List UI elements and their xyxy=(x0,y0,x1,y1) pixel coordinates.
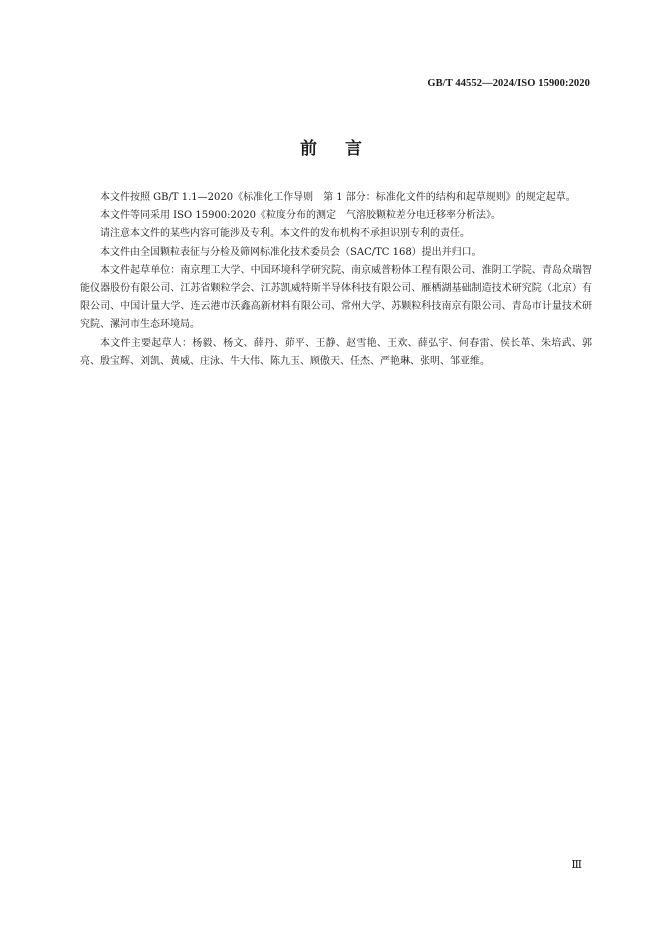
page-title: 前言 xyxy=(300,139,390,159)
paragraph-proposing-committee: 本文件由全国颗粒表征与分检及筛网标准化技术委员会（SAC/TC 168）提出并归口。 xyxy=(100,246,482,258)
page-number: Ⅲ xyxy=(571,859,582,871)
foreword-body xyxy=(80,189,592,371)
paragraph-equivalent-adoption: 本文件等同采用 ISO 15900:2020《粒度分布的测定 气溶胶颗粒差分电迁移率分析法》。 xyxy=(100,210,501,222)
standard-code-header: GB/T 44552—2024/ISO 15900:2020 xyxy=(427,78,590,89)
paragraph-drafting-rules: 本文件按照 GB/T 1.1—2020《标准化工作导则 第 1 部分：标准化文件的结构和起草规则》的规定起草。 xyxy=(100,192,576,203)
paragraph-main-drafters: 本文件主要起草人：杨毅、杨文、薛丹、茆平、王静、赵雪艳、王欢、薛弘宇、何春雷、侯长革、朱培武、郭亮、殷宝辉、刘凯、黄威、庄泳、牛大伟、陈九玉、顾傲天、任杰、严艳琳、张明、邹亚维。 xyxy=(80,337,592,367)
paragraph-drafting-units: 本文件起草单位：南京理工大学、中国环境科学研究院、南京威普粉体工程有限公司、淮阴工学院、青岛众瑞智能仪器股份有限公司、江苏省颗粒学会、江苏凯威特斯半导体科技有限公司、雁栖湖基础制造技术研究院（北京）有限公司、中国计量大学、连云港市沃鑫高新材料有限公司、常州大学、苏颗粒科技南京有限公司、青岛市计量技术研究院、漯河市生态环境局。 xyxy=(80,264,592,331)
paragraph-patent-notice: 请注意本文件的某些内容可能涉及专利。本文件的发布机构不承担识别专利的责任。 xyxy=(100,228,470,240)
